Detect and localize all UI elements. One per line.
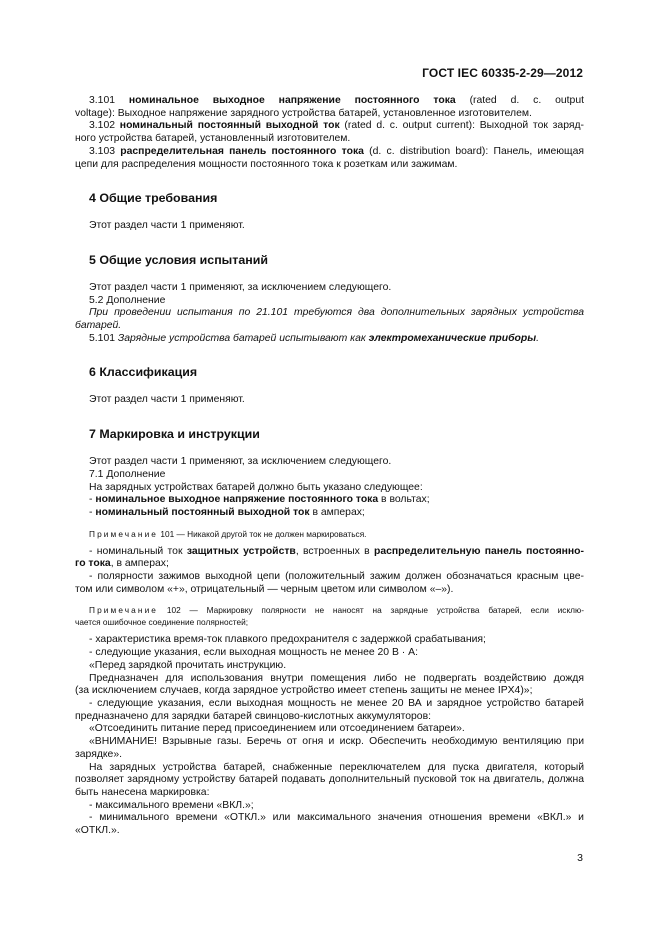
- page-number: 3: [577, 852, 583, 864]
- list-item-min-off-time: - минимального времени «ОТКЛ.» или максимального значения отношения времени «ВКЛ.» и: [89, 812, 584, 824]
- clause-number: 3.101: [89, 95, 116, 106]
- quote-warning: «ВНИМАНИЕ! Взрывные газы. Беречь от огня и искр. Обеспечить необходимую вентиляцию при: [89, 736, 584, 748]
- defined-term: распределительная панель постоянного тока: [120, 145, 364, 157]
- section-4-heading: 4 Общие требования: [89, 191, 218, 206]
- definition-text: (rated d. c. output: [455, 95, 584, 106]
- standard-header: ГОСТ IEC 60335-2-29—2012: [422, 66, 583, 80]
- defined-term: номинальный постоянный выходной ток: [95, 506, 310, 518]
- defined-term: электромеханические приборы: [368, 332, 537, 344]
- list-item-voltage: [75, 494, 584, 507]
- list-item-fuse: - характеристика время-ток плавкого предохранителя с задержкой срабатывания;: [89, 634, 486, 646]
- note-text: 102 — Маркировку полярности не наносят на зарядные устройства батарей, если исклю-: [158, 605, 584, 616]
- list-text: , встроенных в: [295, 545, 374, 557]
- paragraph-engine-start-cont2: быть нанесена маркировка:: [75, 786, 210, 798]
- definition-3-102: [75, 120, 584, 133]
- list-item-max-on-time: - максимального времени «ВКЛ.»;: [89, 799, 254, 811]
- note-101: [75, 528, 584, 540]
- list-item-lead-acid-cont: предназначено для зарядки батарей свинцово-кислотных аккумуляторов:: [75, 710, 431, 722]
- note-label: Примечание: [89, 605, 159, 616]
- clause-7-1-intro: На зарядных устройствах батарей должно быть указано следующее:: [89, 481, 423, 493]
- section-5-text: Этот раздел части 1 применяют, за исключением следующего.: [89, 281, 392, 293]
- clause-number: 3.102: [89, 120, 116, 132]
- list-item-instructions: - следующие указания, если выходная мощность не менее 20 В · А:: [89, 647, 418, 659]
- defined-term: номинальное выходное напряжение постоянного тока: [128, 95, 456, 106]
- quote-indoor-use: Предназначен для использования внутри помещения либо не подвергать воздействию дождя: [89, 672, 584, 684]
- defined-term: го тока: [75, 558, 111, 570]
- clause-number: 5.101: [89, 332, 116, 344]
- section-5-heading: 5 Общие условия испытаний: [89, 252, 268, 267]
- clause-5-2-text: При проведении испытания по 21.101 требуются два дополнительных зарядных устройства: [89, 307, 584, 319]
- defined-term: защитных устройств: [186, 545, 296, 557]
- list-text: в вольтах;: [378, 494, 430, 506]
- list-item-min-off-time-cont: «ОТКЛ.».: [75, 825, 120, 837]
- list-item-lead-acid: - следующие указания, если выходная мощность не менее 20 ВА и зарядное устройство батарей: [89, 697, 584, 709]
- definition-3-103-cont: цепи для распределения мощности постоянного тока к розеткам или зажимам.: [75, 158, 458, 170]
- note-label: Примечание: [89, 528, 159, 539]
- quote-warning-cont: зарядке».: [75, 748, 123, 760]
- page-content: [75, 95, 584, 838]
- list-item-current: [75, 507, 584, 520]
- list-item-polarity-cont: том или символом «+», отрицательный — черным цветом или символом «–»).: [75, 583, 454, 595]
- section-7-heading: 7 Маркировка и инструкции: [89, 427, 260, 442]
- list-text: - номинальный ток: [89, 545, 187, 557]
- defined-term: номинальное выходное напряжение постоянного тока: [95, 494, 379, 506]
- quote-indoor-use-cont: (за исключением случаев, когда зарядное устройство имеет степень защиты не менее IPX4)»;: [75, 685, 533, 697]
- clause-number: 3.103: [89, 145, 116, 157]
- definition-3-101-cont: voltage): Выходное напряжение зарядного устройства батарей, установленное изготовителем.: [75, 107, 532, 119]
- list-item-polarity: - полярности зажимов выходной цепи (положительный зажим должен обозначаться красным цве-: [89, 571, 584, 583]
- definition-text: (d. c. distribution board): Панель, имеющая: [363, 145, 585, 157]
- paragraph-engine-start-cont1: позволяет зарядному устройству батарей подавать дополнительный пусковой ток на двигатель, должна: [75, 774, 584, 786]
- defined-term: распределительную панель постоянно-: [373, 545, 584, 557]
- section-4-text: Этот раздел части 1 применяют.: [89, 220, 245, 232]
- quote-disconnect: «Отсоединить питание перед присоединением или отсоединением батареи».: [89, 723, 465, 735]
- list-item-protective-devices-cont: [75, 558, 584, 571]
- paragraph-engine-start: На зарядных устройства батарей, снабженные переключателем для пуска двигателя, который: [89, 761, 584, 773]
- clause-text-end: .: [536, 332, 540, 344]
- definition-3-103: [75, 146, 584, 159]
- definition-3-101: [75, 95, 584, 108]
- note-102: [75, 604, 584, 628]
- list-text: в амперах;: [309, 506, 365, 518]
- list-dash: -: [89, 506, 96, 518]
- clause-5-2-text-cont: батарей.: [75, 320, 122, 332]
- note-102-line1: [75, 604, 584, 616]
- section-7-text: Этот раздел части 1 применяют, за исключением следующего.: [89, 456, 392, 468]
- section-6-heading: 6 Классификация: [89, 365, 198, 380]
- definition-3-102-cont: ного устройства батарей, установленный изготовителем.: [75, 133, 351, 145]
- clause-5-2: 5.2 Дополнение: [89, 294, 166, 306]
- note-text: 101 — Никакой другой ток не должен маркироваться.: [158, 528, 367, 539]
- quote-read-instructions: «Перед зарядкой прочитать инструкцию.: [89, 659, 287, 671]
- clause-5-101: [75, 333, 584, 346]
- list-item-protective-devices: [75, 546, 584, 559]
- note-102-line2: чается ошибочное соединение полярностей;: [75, 617, 249, 628]
- defined-term: номинальный постоянный выходной ток: [119, 120, 340, 132]
- clause-text: Зарядные устройства батарей испытывают как: [117, 332, 369, 344]
- list-text: , в амперах;: [110, 558, 169, 570]
- section-6-text: Этот раздел части 1 применяют.: [89, 394, 245, 406]
- definition-text: (rated d. c. output current): Выходной ток заряд-: [339, 120, 585, 132]
- clause-7-1: 7.1 Дополнение: [89, 468, 166, 480]
- list-dash: -: [89, 494, 96, 506]
